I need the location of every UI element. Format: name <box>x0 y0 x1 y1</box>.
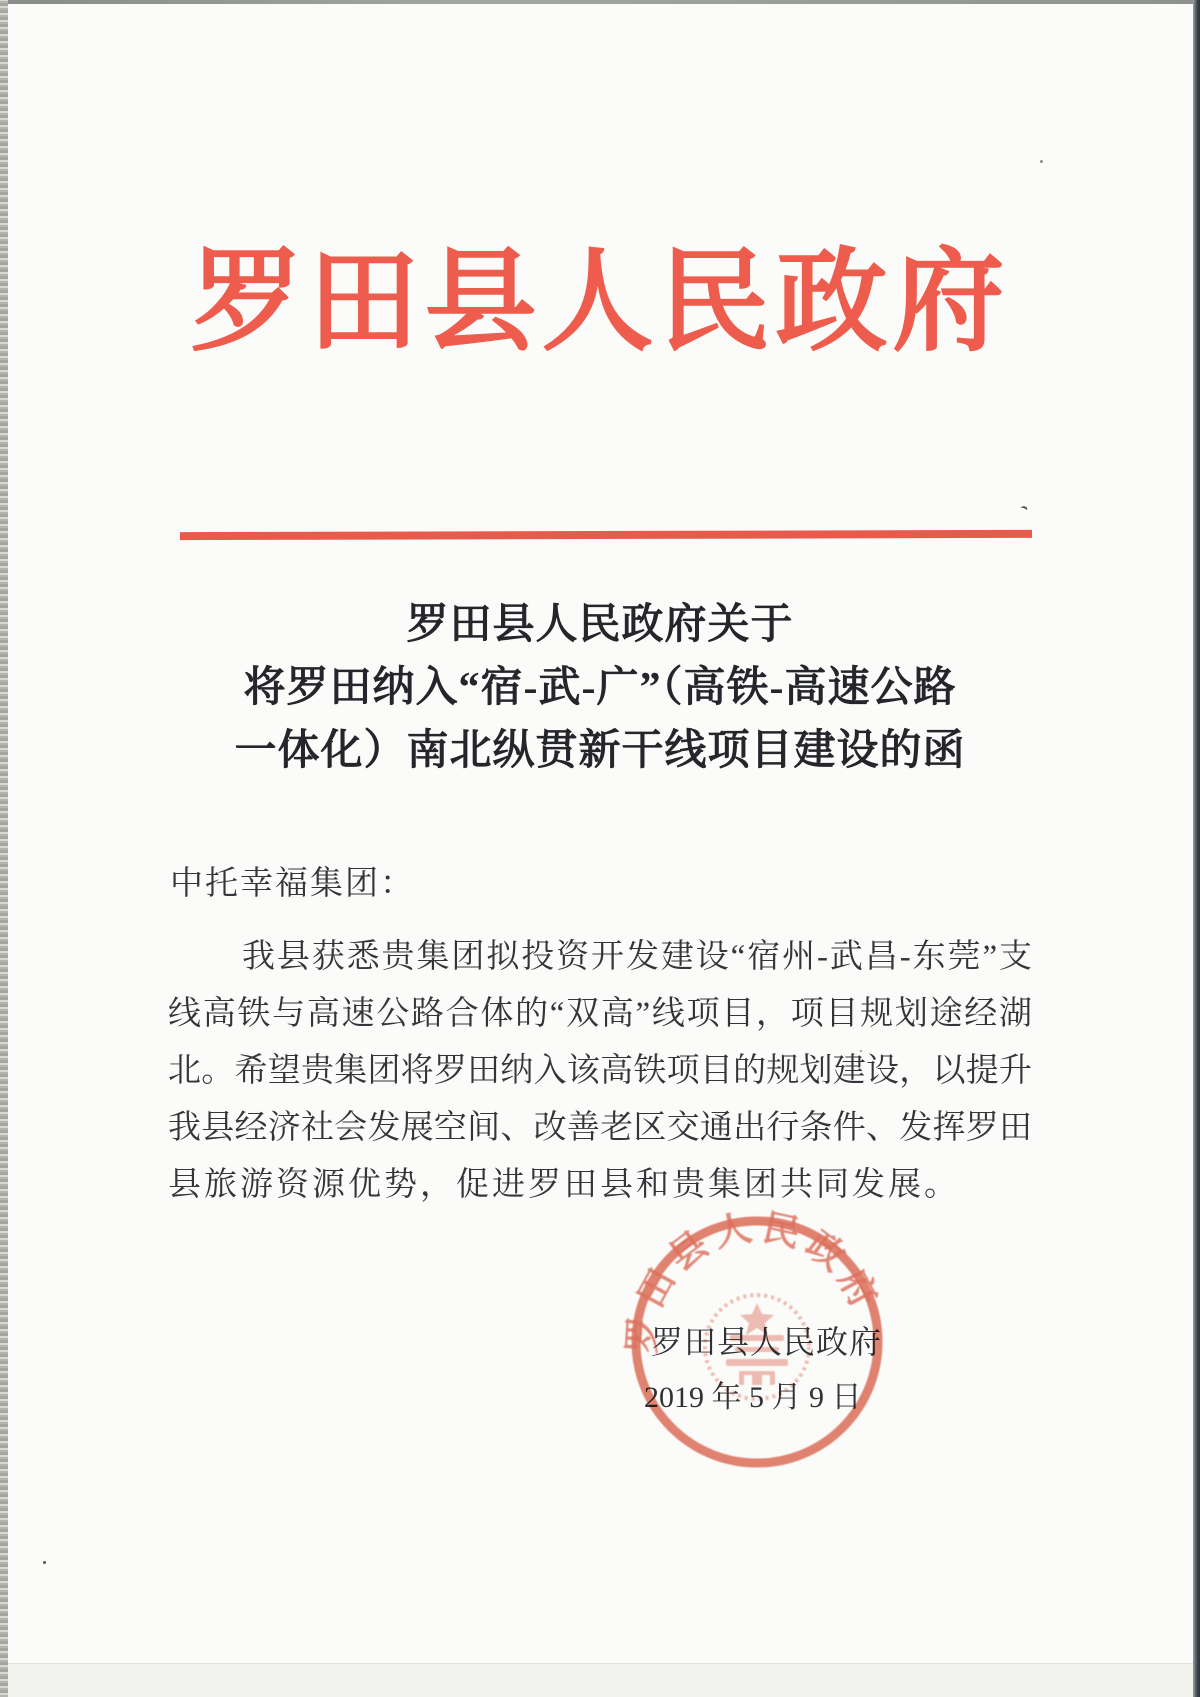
body-line: 线高铁与高速公路合体的“双高”线项目，项目规划途经湖 <box>168 996 1032 1032</box>
pen-mark <box>1019 505 1028 514</box>
salutation: 中托幸福集团： <box>170 866 415 902</box>
letterhead-title: 罗田县人民政府 <box>190 241 1010 365</box>
document-title-line-2: 将罗田纳入“宿-武-广”（高铁-高速公路 <box>243 665 957 711</box>
signature-org: 罗田县人民政府 <box>651 1324 883 1360</box>
document-title-line-3: 一体化）南北纵贯新干线项目建设的函 <box>234 728 966 774</box>
body-line: 我县经济社会发展空间、改善老区交通出行条件、发挥罗田 <box>168 1110 1032 1146</box>
document-title-line-1: 罗田县人民政府关于 <box>406 602 794 648</box>
letterhead-rule <box>180 530 1032 540</box>
signature-date: 2019 年 5 月 9 日 <box>644 1381 862 1414</box>
paper-bottom-strip <box>8 1664 1193 1697</box>
scan-edge-top <box>0 0 1200 4</box>
paper-speck <box>43 1561 46 1564</box>
seal-arc-text: 罗田县人民政府 <box>622 1207 884 1355</box>
document-title <box>0 594 1200 783</box>
body-line: 北。希望贵集团将罗田纳入该高铁项目的规划建设，以提升 <box>168 1053 1032 1089</box>
seal-emblem <box>705 1295 809 1399</box>
paper-speck <box>1040 160 1043 163</box>
body-line: 我县获悉贵集团拟投资开发建设“宿州-武昌-东莞”支 <box>242 939 1032 975</box>
body-line: 县旅游资源优势，促进罗田县和贵集团共同发展。 <box>168 1167 960 1203</box>
official-seal <box>622 1207 892 1477</box>
body-paragraph <box>168 929 1032 1214</box>
